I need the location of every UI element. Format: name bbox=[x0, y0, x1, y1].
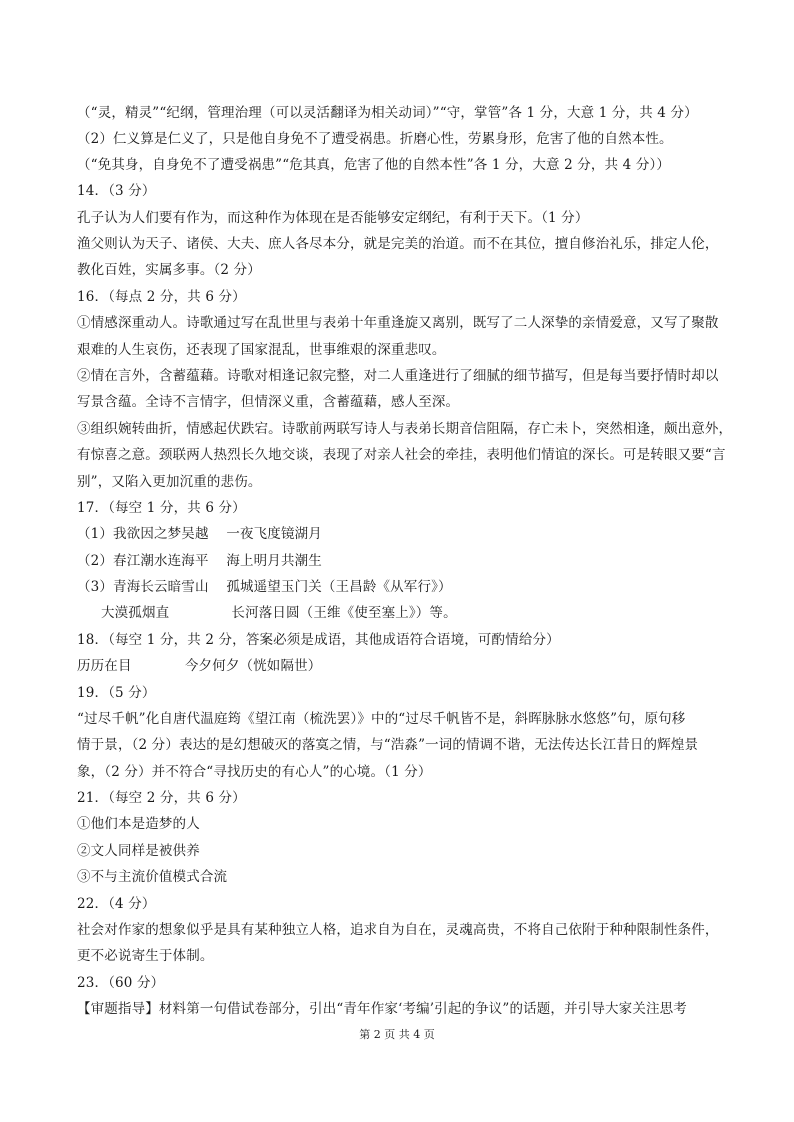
page-footer: 第 2 页 共 4 页 bbox=[359, 1028, 435, 1041]
text-line: （2）仁义算是仁义了，只是他自身免不了遭受祸患。折磨心性，劳累身形，危害了他的自然本性。 bbox=[77, 131, 673, 147]
question-heading: 21．（每空 2 分，共 6 分） bbox=[77, 790, 246, 806]
text-line: 孔子认为人们要有作为，而这种作为体现在是否能够安定纲纪，有利于天下。（1 分） bbox=[77, 210, 589, 226]
text-line: （“灵，精灵”“纪纲，管理治理（可以灵活翻译为相关动词）”“守，掌管”各 1 分，大意 1 分，共 4 分） bbox=[77, 105, 698, 121]
text-line: 更不必说寄生于体制。 bbox=[77, 948, 214, 964]
text-line: 社会对作家的想象似乎是具有某种独立人格，追求自为自在，灵魂高贵，不将自己依附于种种限制性条件， bbox=[77, 922, 719, 938]
text-line: 【审题指导】材料第一句借试卷部分，引出“青年作家‘考编’引起的争议”的话题，并引导大家关注思考 bbox=[77, 1001, 687, 1017]
text-line: ②情在言外，含蓄蕴藉。诗歌对相逢记叙完整，对二人重逢进行了细腻的细节描写，但是每当要抒情时却以 bbox=[77, 368, 719, 384]
text-line: （“免其身，自身免不了遭受祸患”“危其真，危害了他的自然本性”各 1 分，大意 2 分，共 4 分）） bbox=[77, 157, 671, 173]
text-line: 写景含蕴。全诗不言情字，但情深义重，含蓄蕴藉，感人至深。 bbox=[77, 394, 460, 410]
text-line: 教化百姓，实属多事。（2 分） bbox=[77, 262, 261, 278]
text-line: 象，（2 分）并不符合“寻找历史的有心人”的心境。（1 分） bbox=[77, 764, 432, 780]
text-line: （2）春江潮水连海平 海上明月共潮生 bbox=[77, 553, 322, 569]
question-heading: 23．（60 分） bbox=[77, 975, 165, 991]
text-line: 艰难的人生哀伤，还表现了国家混乱，世事维艰的深重悲叹。 bbox=[77, 342, 446, 358]
text-line: ①他们本是造梦的人 bbox=[77, 816, 200, 832]
question-heading: 17．（每空 1 分，共 6 分） bbox=[77, 500, 246, 516]
text-line: ②文人同样是被供养 bbox=[77, 843, 200, 859]
text-line: 历历在目 今夕何夕（恍如隔世） bbox=[77, 658, 322, 674]
question-heading: 16．（每点 2 分，共 6 分） bbox=[77, 289, 246, 305]
text-line: 有惊喜之意。颈联两人热烈长久地交谈，表现了对亲人社会的牵挂，表明他们情谊的深长。可是转眼又要“言 bbox=[77, 447, 726, 463]
text-line: 渔父则认为天子、诸侯、大夫、庶人各尽本分，就是完美的治道。而不在其位，擅自修治礼乐，排定人伦， bbox=[77, 236, 719, 252]
question-heading: 18．（每空 1 分，共 2 分，答案必须是成语，其他成语符合语境，可酌情给分） bbox=[77, 632, 560, 648]
text-line: 情于景，（2 分）表达的是幻想破灭的落寞之情，与“浩淼”一词的情调不谐，无法传达长江昔日的辉煌景 bbox=[77, 737, 699, 753]
text-line: ③不与主流价值模式合流 bbox=[77, 869, 228, 885]
question-heading: 22．（4 分） bbox=[77, 896, 156, 912]
text-line: ①情感深重动人。诗歌通过写在乱世里与表弟十年重逢旋又离别，既写了二人深挚的亲情爱意，又写了聚散 bbox=[77, 315, 719, 331]
text-line: 别”，又陷入更加沉重的悲伤。 bbox=[77, 474, 262, 490]
text-line: （3）青海长云暗雪山 孤城遥望玉门关（王昌龄《从军行》） bbox=[77, 579, 452, 595]
text-line: （1）我欲因之梦吴越 一夜飞度镜湖月 bbox=[77, 526, 322, 542]
text-line: “过尽千帆”化自唐代温庭筠《望江南（梳洗罢）》中的“过尽千帆皆不是，斜晖脉脉水悠悠”句，原句移 bbox=[77, 711, 686, 727]
question-heading: 19．（5 分） bbox=[77, 685, 156, 701]
question-heading: 14．（3 分） bbox=[77, 183, 156, 199]
text-line: 大漠孤烟直 长河落日圆（王维《使至塞上》）等。 bbox=[101, 605, 457, 621]
text-line: ③组织婉转曲折，情感起伏跌宕。诗歌前两联写诗人与表弟长期音信阻隔，存亡未卜，突然相逢，颇出意外， bbox=[77, 421, 733, 437]
